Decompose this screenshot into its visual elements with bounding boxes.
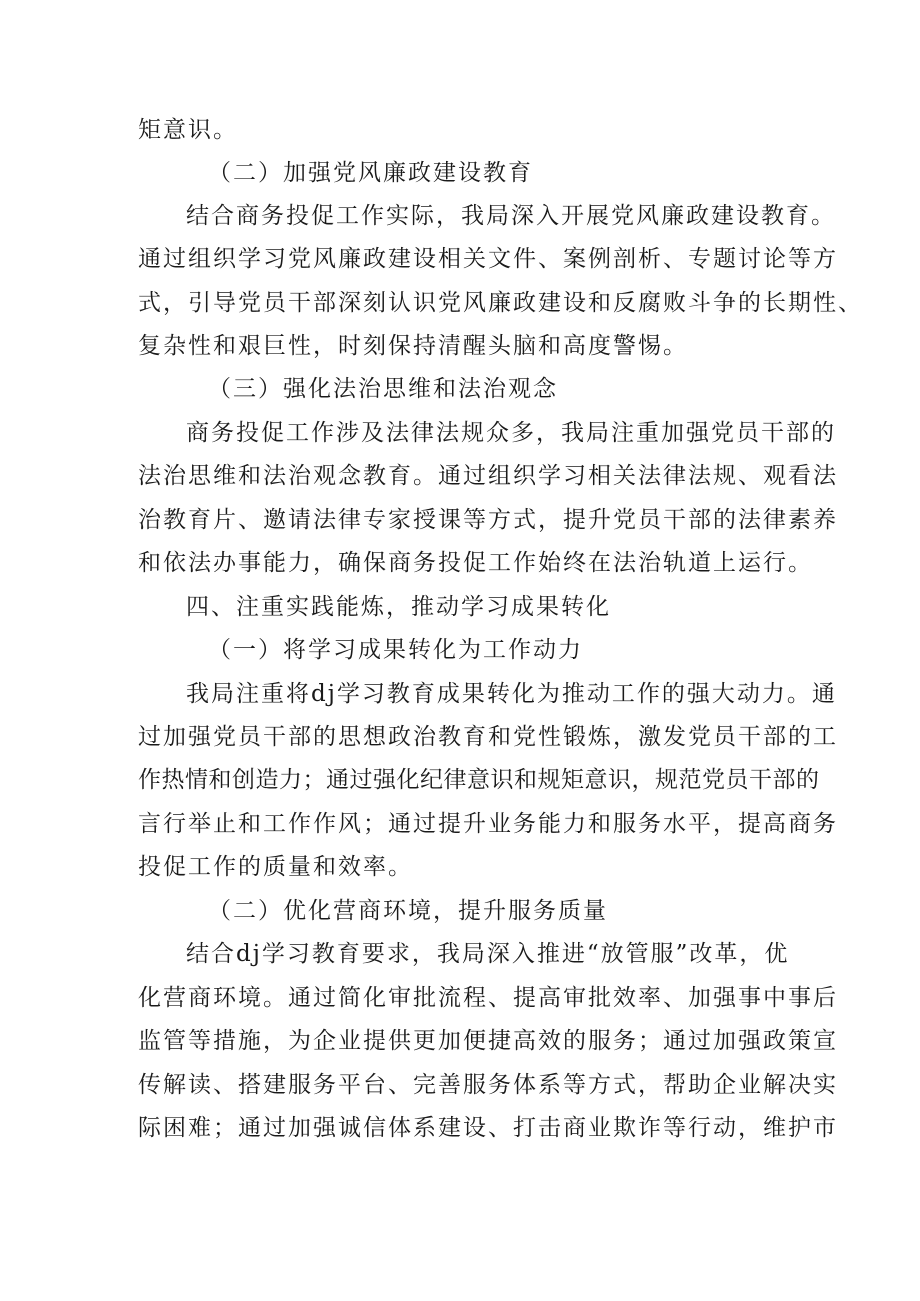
text-line: 作热情和创造力；通过强化纪律意识和规矩意识，规范党员干部的: [138, 767, 820, 793]
text-line: 矩意识。: [138, 117, 238, 143]
paragraph-first-line: 商务投促工作涉及法律法规众多，我局注重加强党员干部的: [186, 420, 836, 446]
section-heading: （二）加强党风廉政建设教育: [208, 160, 533, 186]
text-line: 复杂性和艰巨性，时刻保持清醒头脑和高度警惕。: [138, 333, 688, 359]
text-line: 治教育片、邀请法律专家授课等方式，提升党员干部的法律素养: [138, 507, 838, 533]
chapter-heading: 四、注重实践能炼，推动学习成果转化: [186, 594, 611, 620]
text-line: 监管等措施，为企业提供更加便捷高效的服务；通过加强政策宣: [138, 1028, 838, 1054]
section-heading: （三）强化法治思维和法治观念: [208, 376, 558, 402]
section-heading: （二）优化营商环境，提升服务质量: [208, 898, 608, 924]
text-line: 和依法办事能力，确保商务投促工作始终在法治轨道上运行。: [138, 550, 813, 576]
text-line: 言行举止和工作作风；通过提升业务能力和服务水平，提高商务: [138, 811, 838, 837]
text-line: 际困难；通过加强诚信体系建设、打击商业欺诈等行动，维护市: [138, 1115, 838, 1141]
paragraph-first-line: 我局注重将dj学习教育成果转化为推动工作的强大动力。通: [186, 681, 837, 707]
text-line: 法治思维和法治观念教育。通过组织学习相关法律法规、观看法: [138, 463, 838, 489]
section-heading: （一）将学习成果转化为工作动力: [208, 637, 583, 663]
text-line: 投促工作的质量和效率。: [138, 854, 413, 880]
paragraph-first-line: 结合dj学习教育要求，我局深入推进“放管服”改革，优: [186, 941, 790, 967]
text-line: 过加强党员干部的思想政治教育和党性锻炼，激发党员干部的工: [138, 724, 838, 750]
text-line: 传解读、搭建服务平台、完善服务体系等方式，帮助企业解决实: [138, 1072, 838, 1098]
text-line: 化营商环境。通过简化审批流程、提高审批效率、加强事中事后: [138, 985, 838, 1011]
text-line: 通过组织学习党风廉政建设相关文件、案例剖析、专题讨论等方: [138, 246, 838, 272]
paragraph-first-line: 结合商务投促工作实际，我局深入开展党风廉政建设教育。: [186, 203, 836, 229]
text-line: 式，引导党员干部深刻认识党风廉政建设和反腐败斗争的长期性、: [138, 290, 863, 316]
